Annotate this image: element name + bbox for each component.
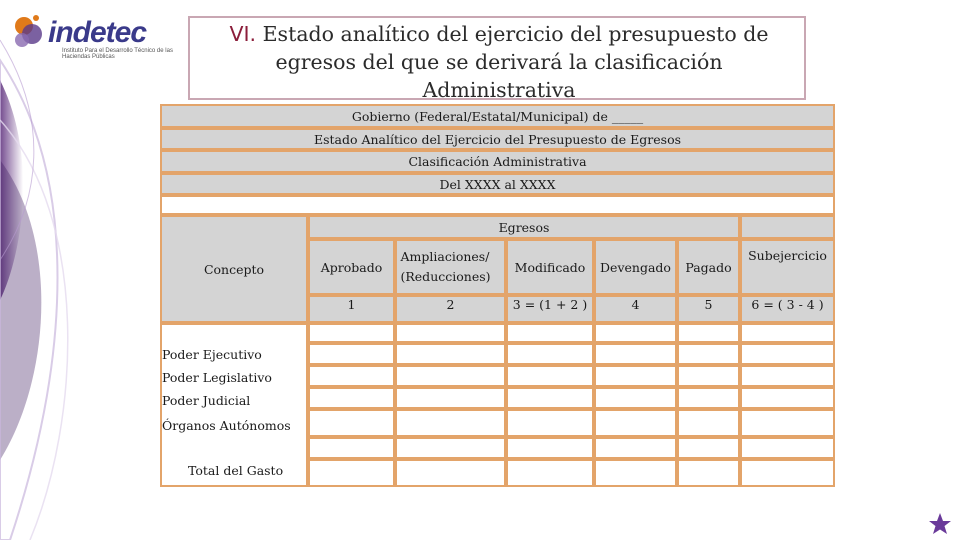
title-line-3: Administrativa	[422, 78, 576, 102]
col-aprobado	[308, 239, 395, 295]
total-label: Total del Gasto	[188, 463, 284, 478]
table-cell	[506, 459, 594, 487]
logo-wordmark: indetec	[48, 16, 147, 49]
col-subejercicio	[740, 239, 835, 295]
col-ampliaciones	[395, 239, 506, 295]
egresos-header	[308, 215, 740, 239]
formula-ampliaciones	[395, 295, 506, 323]
table-cell	[677, 437, 740, 459]
table-cell	[395, 323, 506, 343]
table-cell	[506, 365, 594, 387]
col-subejercicio-label: Subejercicio	[748, 248, 827, 263]
formula-pagado	[677, 295, 740, 323]
formula-aprobado-value: 1	[347, 297, 356, 312]
col-modificado	[506, 239, 594, 295]
concept-column	[160, 323, 308, 487]
table-cell	[308, 437, 395, 459]
table-cell	[740, 437, 835, 459]
table-cell	[506, 437, 594, 459]
egresos-header-label: Egresos	[498, 219, 550, 235]
table-cell	[677, 365, 740, 387]
table-cell	[308, 343, 395, 365]
col-pagado	[677, 239, 740, 295]
page-title	[190, 20, 808, 104]
table-cell	[395, 365, 506, 387]
row-label-organos-autonomos: Órganos Autónomos	[162, 418, 291, 433]
report-header-row-4	[160, 173, 835, 195]
table-cell	[594, 409, 677, 437]
table-cell	[395, 409, 506, 437]
logo-emblem-icon	[12, 10, 48, 54]
report-header-row-1	[160, 104, 835, 128]
formula-aprobado	[308, 295, 395, 323]
table-cell	[740, 365, 835, 387]
table-cell	[506, 387, 594, 409]
concept-header	[160, 215, 308, 323]
report-header-row-3	[160, 150, 835, 173]
table-cell	[308, 323, 395, 343]
col-pagado-label: Pagado	[685, 259, 732, 275]
table-cell	[677, 387, 740, 409]
egresos-header-right	[740, 215, 835, 239]
table-cell	[395, 459, 506, 487]
table-cell	[594, 387, 677, 409]
table-cell	[740, 323, 835, 343]
col-aprobado-label: Aprobado	[320, 259, 383, 275]
table-cell	[740, 459, 835, 487]
concept-list	[162, 343, 291, 437]
col-devengado	[594, 239, 677, 295]
table-cell	[594, 365, 677, 387]
report-header-line-4: Del XXXX al XXXX	[439, 177, 556, 192]
table-cell	[594, 437, 677, 459]
decorative-swirl	[0, 0, 140, 540]
table-cell	[594, 459, 677, 487]
formula-subejercicio-value: 6 = ( 3 - 4 )	[751, 297, 824, 312]
report-header-row-2	[160, 128, 835, 150]
table-cell	[740, 387, 835, 409]
formula-modificado	[506, 295, 594, 323]
col-ampliaciones-label: Ampliaciones/ (Reducciones)	[400, 249, 491, 284]
title-line-2: egresos del que se derivará la clasificación	[275, 50, 723, 74]
report-header-line-1: Gobierno (Federal/Estatal/Municipal) de _____	[351, 109, 644, 124]
formula-pagado-value: 5	[704, 297, 713, 312]
table-cell	[506, 343, 594, 365]
table-cell	[308, 409, 395, 437]
formula-ampliaciones-value: 2	[446, 297, 455, 312]
table-cell	[395, 437, 506, 459]
table-cell	[395, 343, 506, 365]
table-cell	[740, 343, 835, 365]
table-cell	[308, 459, 395, 487]
table-cell	[506, 323, 594, 343]
formula-subejercicio	[740, 295, 835, 323]
col-devengado-label: Devengado	[600, 259, 671, 275]
table-cell	[395, 387, 506, 409]
table-cell	[677, 343, 740, 365]
logo-subtitle: Instituto Para el Desarrollo Técnico de las Haciendas Públicas	[62, 48, 173, 60]
table-cell	[594, 343, 677, 365]
star-icon	[928, 512, 952, 536]
formula-devengado	[594, 295, 677, 323]
table-cell	[506, 409, 594, 437]
report-header-line-2: Estado Analítico del Ejercicio del Presupuesto de Egresos	[313, 132, 682, 147]
formula-modificado-value: 3 = (1 + 2 )	[512, 297, 588, 312]
spacer-row	[160, 195, 835, 215]
table-cell	[677, 323, 740, 343]
table-cell	[308, 365, 395, 387]
table-cell	[677, 459, 740, 487]
row-label-poder-legislativo: Poder Legislativo	[162, 370, 272, 385]
row-label-poder-judicial: Poder Judicial	[162, 393, 251, 408]
formula-devengado-value: 4	[631, 297, 640, 312]
indetec-logo	[10, 6, 185, 58]
concept-header-label: Concepto	[203, 261, 265, 277]
table-cell	[677, 409, 740, 437]
report-header-line-3: Clasificación Administrativa	[408, 154, 587, 169]
title-number: VI.	[229, 22, 257, 46]
table-cell	[308, 387, 395, 409]
col-modificado-label: Modificado	[514, 259, 586, 275]
title-line-1: Estado analítico del ejercicio del presupuesto de	[262, 22, 769, 46]
table-cell	[740, 409, 835, 437]
row-label-poder-ejecutivo: Poder Ejecutivo	[162, 347, 262, 362]
title-box	[188, 16, 806, 100]
table-cell	[594, 323, 677, 343]
